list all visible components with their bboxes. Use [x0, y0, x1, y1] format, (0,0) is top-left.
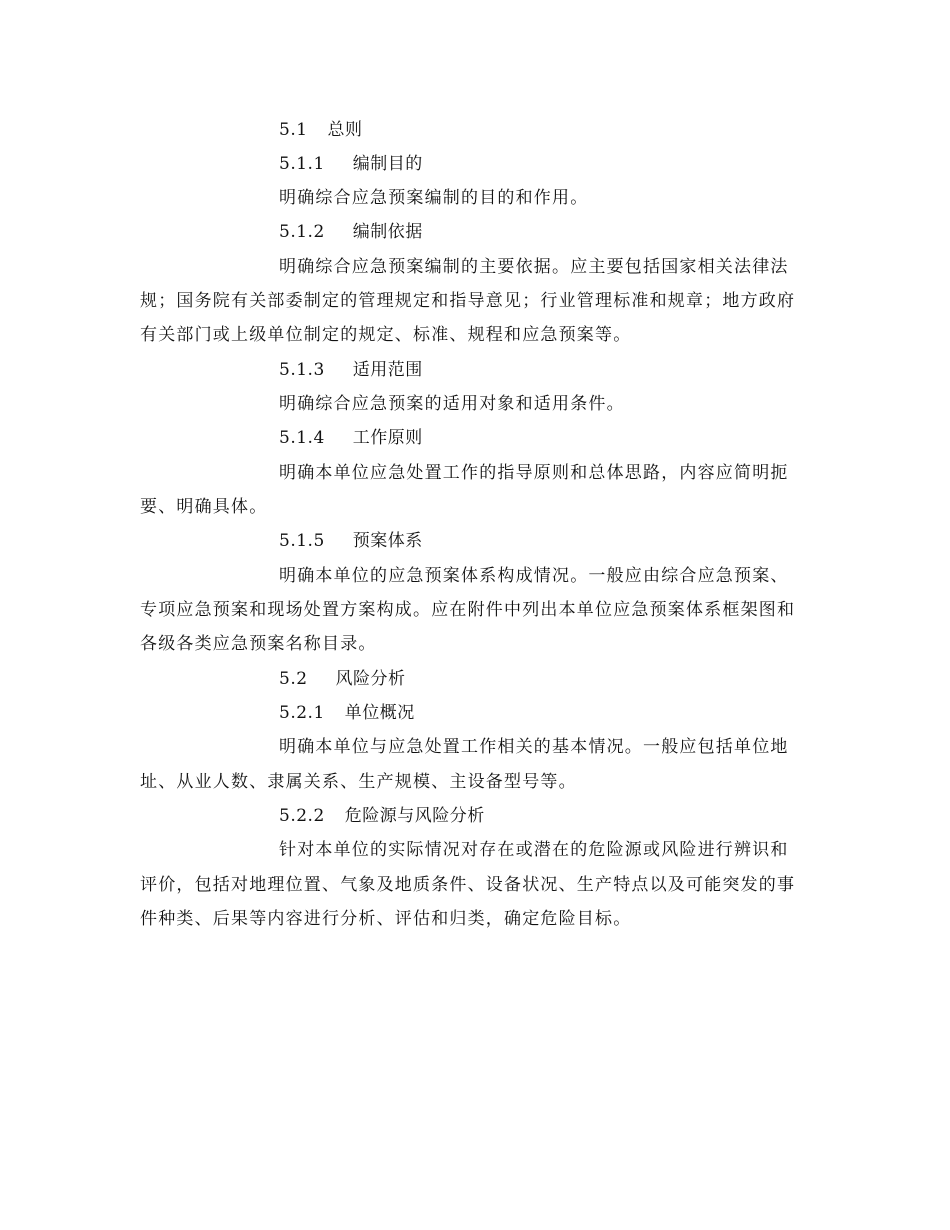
section-title: 适用范围	[352, 360, 423, 380]
paragraph-line: 明确本单位与应急处置工作相关的基本情况。一般应包括单位地	[279, 737, 789, 757]
section-title: 编制依据	[352, 222, 423, 242]
section-title: 工作原则	[352, 428, 423, 448]
section-title: 单位概况	[344, 703, 415, 723]
section-heading-5-1-3	[279, 359, 423, 381]
paragraph-line: 专项应急预案和现场处置方案构成。应在附件中列出本单位应急预案体系框架图和	[140, 600, 796, 620]
paragraph-line: 明确综合应急预案编制的主要依据。应主要包括国家相关法律法	[279, 257, 789, 277]
section-title: 编制目的	[352, 154, 423, 174]
section-number: 5.1.5	[279, 531, 325, 551]
paragraph-line: 明确本单位的应急预案体系构成情况。一般应由综合应急预案、	[279, 566, 789, 586]
paragraph-line: 有关部门或上级单位制定的规定、标准、规程和应急预案等。	[140, 325, 632, 345]
section-heading-5-1-5	[279, 530, 423, 552]
section-number: 5.1	[279, 120, 308, 140]
paragraph-line: 明确综合应急预案编制的目的和作用。	[279, 188, 589, 208]
paragraph-line: 明确综合应急预案的适用对象和适用条件。	[279, 394, 625, 414]
paragraph-line: 明确本单位应急处置工作的指导原则和总体思路，内容应简明扼	[279, 463, 789, 483]
section-heading-5-1	[279, 119, 363, 141]
section-number: 5.2.1	[279, 703, 325, 723]
section-title: 危险源与风险分析	[344, 806, 485, 826]
paragraph-line: 针对本单位的实际情况对存在或潜在的危险源或风险进行辨识和	[279, 840, 789, 860]
paragraph-line: 评价，包括对地理位置、气象及地质条件、设备状况、生产特点以及可能突发的事	[140, 875, 796, 895]
section-heading-5-1-4	[279, 427, 423, 449]
section-number: 5.2	[279, 669, 308, 689]
section-number: 5.1.4	[279, 428, 325, 448]
section-heading-5-1-2	[279, 221, 423, 243]
paragraph-line: 要、明确具体。	[140, 497, 268, 517]
section-title: 风险分析	[335, 669, 406, 689]
section-number: 5.1.3	[279, 360, 325, 380]
section-title: 预案体系	[352, 531, 423, 551]
section-heading-5-1-1	[279, 153, 423, 175]
section-heading-5-2-2	[279, 805, 485, 827]
section-heading-5-2	[279, 668, 406, 690]
section-number: 5.2.2	[279, 806, 325, 826]
paragraph-line: 各级各类应急预案名称目录。	[140, 634, 377, 654]
section-number: 5.1.2	[279, 222, 325, 242]
section-heading-5-2-1	[279, 702, 415, 724]
paragraph-line: 件种类、后果等内容进行分析、评估和归类，确定危险目标。	[140, 909, 632, 929]
paragraph-line: 规；国务院有关部委制定的管理规定和指导意见；行业管理标准和规章；地方政府	[140, 291, 796, 311]
section-number: 5.1.1	[279, 154, 325, 174]
section-title: 总则	[327, 120, 363, 140]
paragraph-line: 址、从业人数、隶属关系、生产规模、主设备型号等。	[140, 772, 577, 792]
